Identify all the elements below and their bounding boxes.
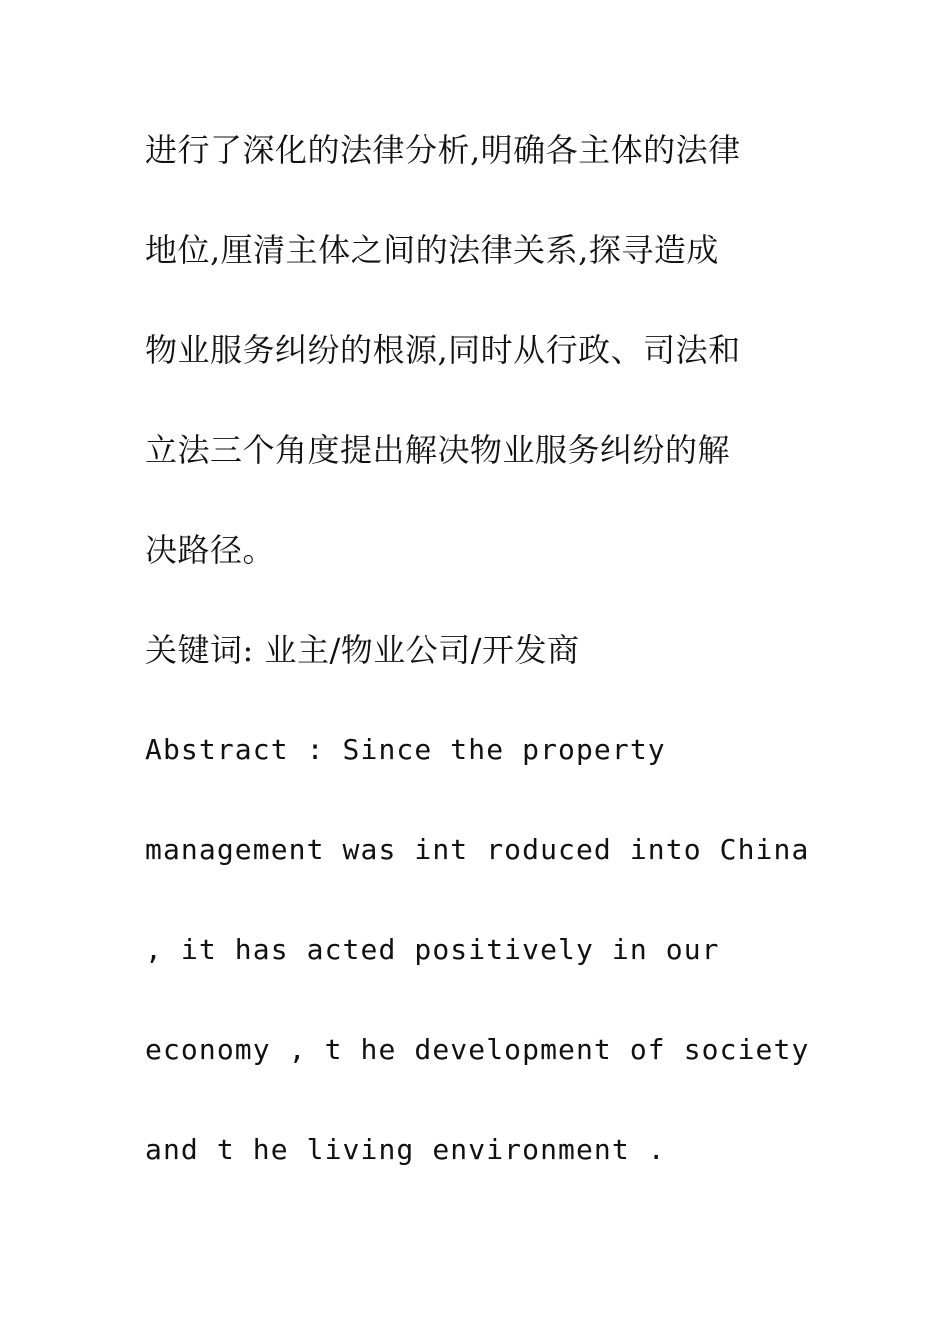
body-text-line: 决路径。 [145, 531, 276, 569]
abstract-text-line: , it has acted positively in our [145, 933, 720, 966]
body-text-line: 地位,厘清主体之间的法律关系,探寻造成 [145, 231, 719, 269]
abstract-text-line: and t he living environment . [145, 1133, 666, 1166]
body-text-line: 进行了深化的法律分析,明确各主体的法律 [145, 131, 741, 169]
abstract-text-line: management was int roduced into China [145, 833, 810, 866]
body-text-line: 立法三个角度提出解决物业服务纠纷的解 [145, 431, 731, 469]
keywords-line: 关键词: 业主/物业公司/开发商 [145, 631, 580, 669]
body-text-line: 物业服务纠纷的根源,同时从行政、司法和 [145, 331, 741, 369]
abstract-text-line: economy , t he development of society [145, 1033, 810, 1066]
abstract-text-line: Abstract : Since the property [145, 733, 666, 766]
